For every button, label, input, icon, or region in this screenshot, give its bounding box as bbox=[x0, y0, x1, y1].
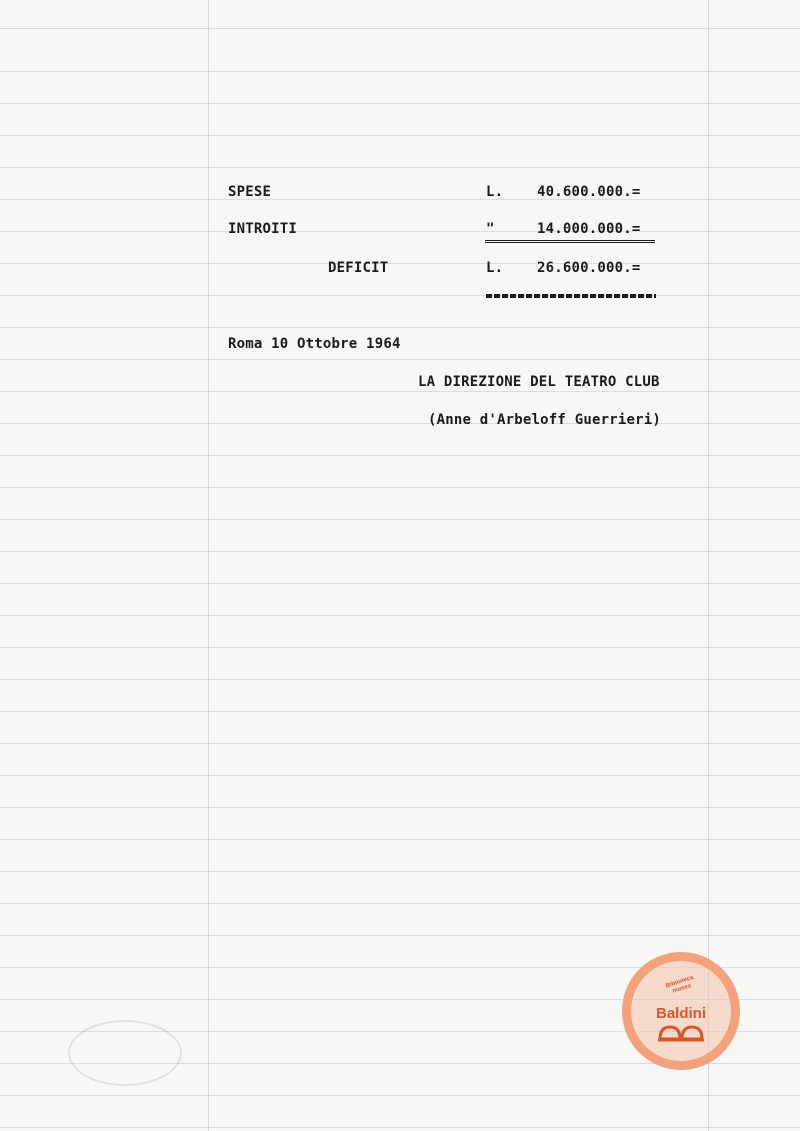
row-label-introiti: INTROITI bbox=[228, 221, 298, 237]
stamp-name: Baldini bbox=[655, 1005, 706, 1022]
subtotal-underline bbox=[485, 240, 655, 243]
row-amount-spese: 40.600.000.= bbox=[537, 184, 641, 200]
signature-name: (Anne d'Arbeloff Guerrieri) bbox=[428, 412, 661, 428]
stamp-subtext: Biblioteca museo bbox=[665, 974, 695, 995]
row-currency-spese: L. bbox=[486, 184, 504, 200]
row-amount-introiti: 14.000.000.= bbox=[537, 221, 641, 237]
signature-title: LA DIREZIONE DEL TEATRO CLUB bbox=[418, 374, 660, 390]
row-amount-deficit: 26.600.000.= bbox=[537, 260, 641, 276]
total-underline bbox=[486, 294, 656, 298]
total-underline-text bbox=[486, 290, 496, 291]
book-logo-icon bbox=[658, 1023, 704, 1043]
faint-archive-stamp bbox=[68, 1020, 182, 1086]
row-currency-deficit: L. bbox=[486, 260, 504, 276]
row-label-spese: SPESE bbox=[228, 184, 272, 200]
left-margin-line bbox=[208, 0, 209, 1131]
row-label-deficit: DEFICIT bbox=[328, 260, 389, 276]
row-currency-introiti: " bbox=[486, 221, 495, 237]
library-stamp bbox=[622, 952, 740, 1070]
date-line: Roma 10 Ottobre 1964 bbox=[228, 336, 401, 352]
